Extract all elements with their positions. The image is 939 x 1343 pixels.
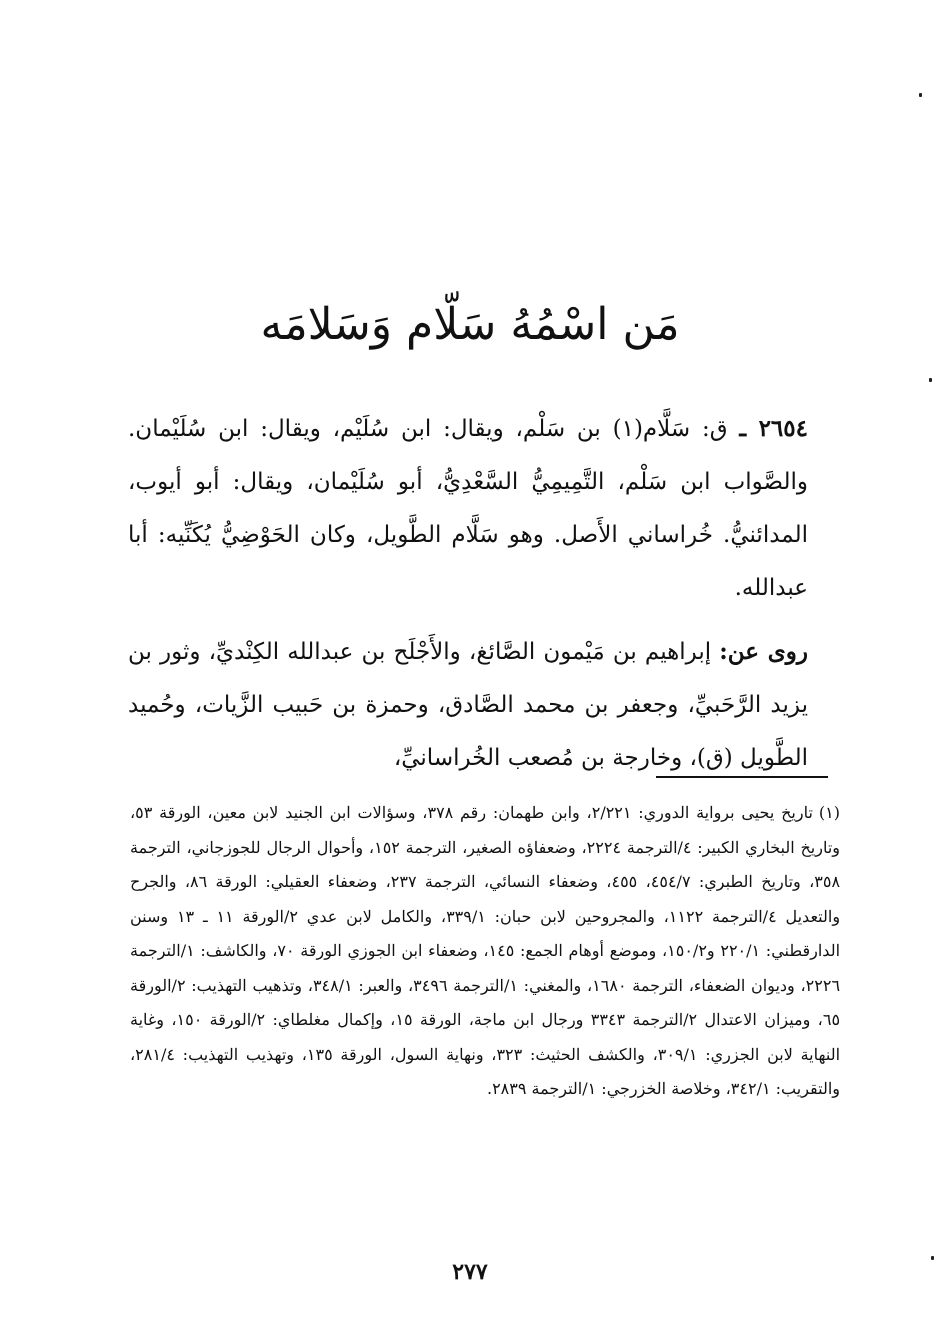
entry-text: ق: سَلَّام(١) بن سَلْم، ويقال: ابن سُلَيْم، ويقال: ابن سُلَيْمان. والصَّواب ابن سَلْم، التَّمِيمِيُّ السَّعْدِيُّ، أبو سُلَيْمان، ويقال: أبو أيوب، المدائنيُّ. خُراساني الأَصل. وهو سَلَّام الطَّويل، وكان الحَوْضِيُّ يُكَنِّيه: أبا عبدالله.: [128, 416, 808, 601]
scan-speck: [929, 378, 932, 382]
footnote-separator: [656, 776, 828, 778]
entry-number: ٢٦٥٤ ـ: [739, 415, 808, 442]
narrated-text: إبراهيم بن مَيْمون الصَّائغ، والأَجْلَح بن عبدالله الكِنْديِّ، وثور بن يزيد الرَّحَبيِّ، وجعفر بن محمد الصَّادق، وحمزة بن حَبيب الزَّيات، وحُميد الطَّويل (ق)، وخارجة بن مُصعب الخُراسانيِّ،: [128, 639, 808, 771]
section-heading: مَن اسْمُهُ سَلّام وَسَلامَه: [260, 299, 680, 350]
narrated-paragraph: [128, 625, 808, 785]
footnote: [130, 796, 840, 1107]
entry-paragraph: [128, 402, 808, 615]
footnote-text: تاريخ يحيى برواية الدوري: ٢/٢٢١، وابن طهمان: رقم ٣٧٨، وسؤالات ابن الجنيد لابن معين، الورقة ٥٣، وتاريخ البخاري الكبير: ٤/الترجمة ٢٢٢٤، وضعفاؤه الصغير، الترجمة ١٥٢، وأحوال الرجال للجوزجاني، الترجمة ٣٥٨، وتاريخ الطبري: ٤٥٤/٧، ٤٥٥، وضعفاء النسائي، الترجمة ٢٣٧، وضعفاء العقيلي: الورقة ٨٦، والجرح والتعديل ٤/الترجمة ١١٢٢، والمجروحين لابن حبان: ٣٣٩/١، والكامل لابن عدي ٢/الورقة ١١ ـ ١٣ وسنن الدارقطني: ٢٢٠/١ و١٥٠/٢، وموضع أوهام الجمع: ١٤٥، وضعفاء ابن الجوزي الورقة ٧٠، والكاشف: ١/الترجمة ٢٢٢٦، وديوان الضعفاء، الترجمة ١٦٨٠، والمغني: ١/الترجمة ٣٤٩٦، والعبر: ٣٤٨/١، وتذهيب التهذيب: ٢/الورقة ٦٥، وميزان الاعتدال ٢/الترجمة ٣٣٤٣ ورجال ابن ماجة، الورقة ١٥، وإكمال مغلطاي: ٢/الورقة ١٥٠، وغاية النهاية لابن الجزري: ٣٠٩/١، والكشف الحثيث: ٣٢٣، ونهاية السول، الورقة ١٣٥، وتهذيب التهذيب: ٢٨١/٤، والتقريب: ٣٤٢/١، وخلاصة الخزرجي: ١/الترجمة ٢٨٣٩.: [130, 803, 841, 1098]
footnote-marker: (١): [818, 803, 841, 822]
scan-speck: [919, 93, 922, 97]
narrated-lead: روى عن:: [719, 638, 809, 665]
page-number: ٢٧٧: [452, 1259, 488, 1285]
scan-speck: [931, 1256, 934, 1260]
biography-entry: [128, 402, 808, 785]
